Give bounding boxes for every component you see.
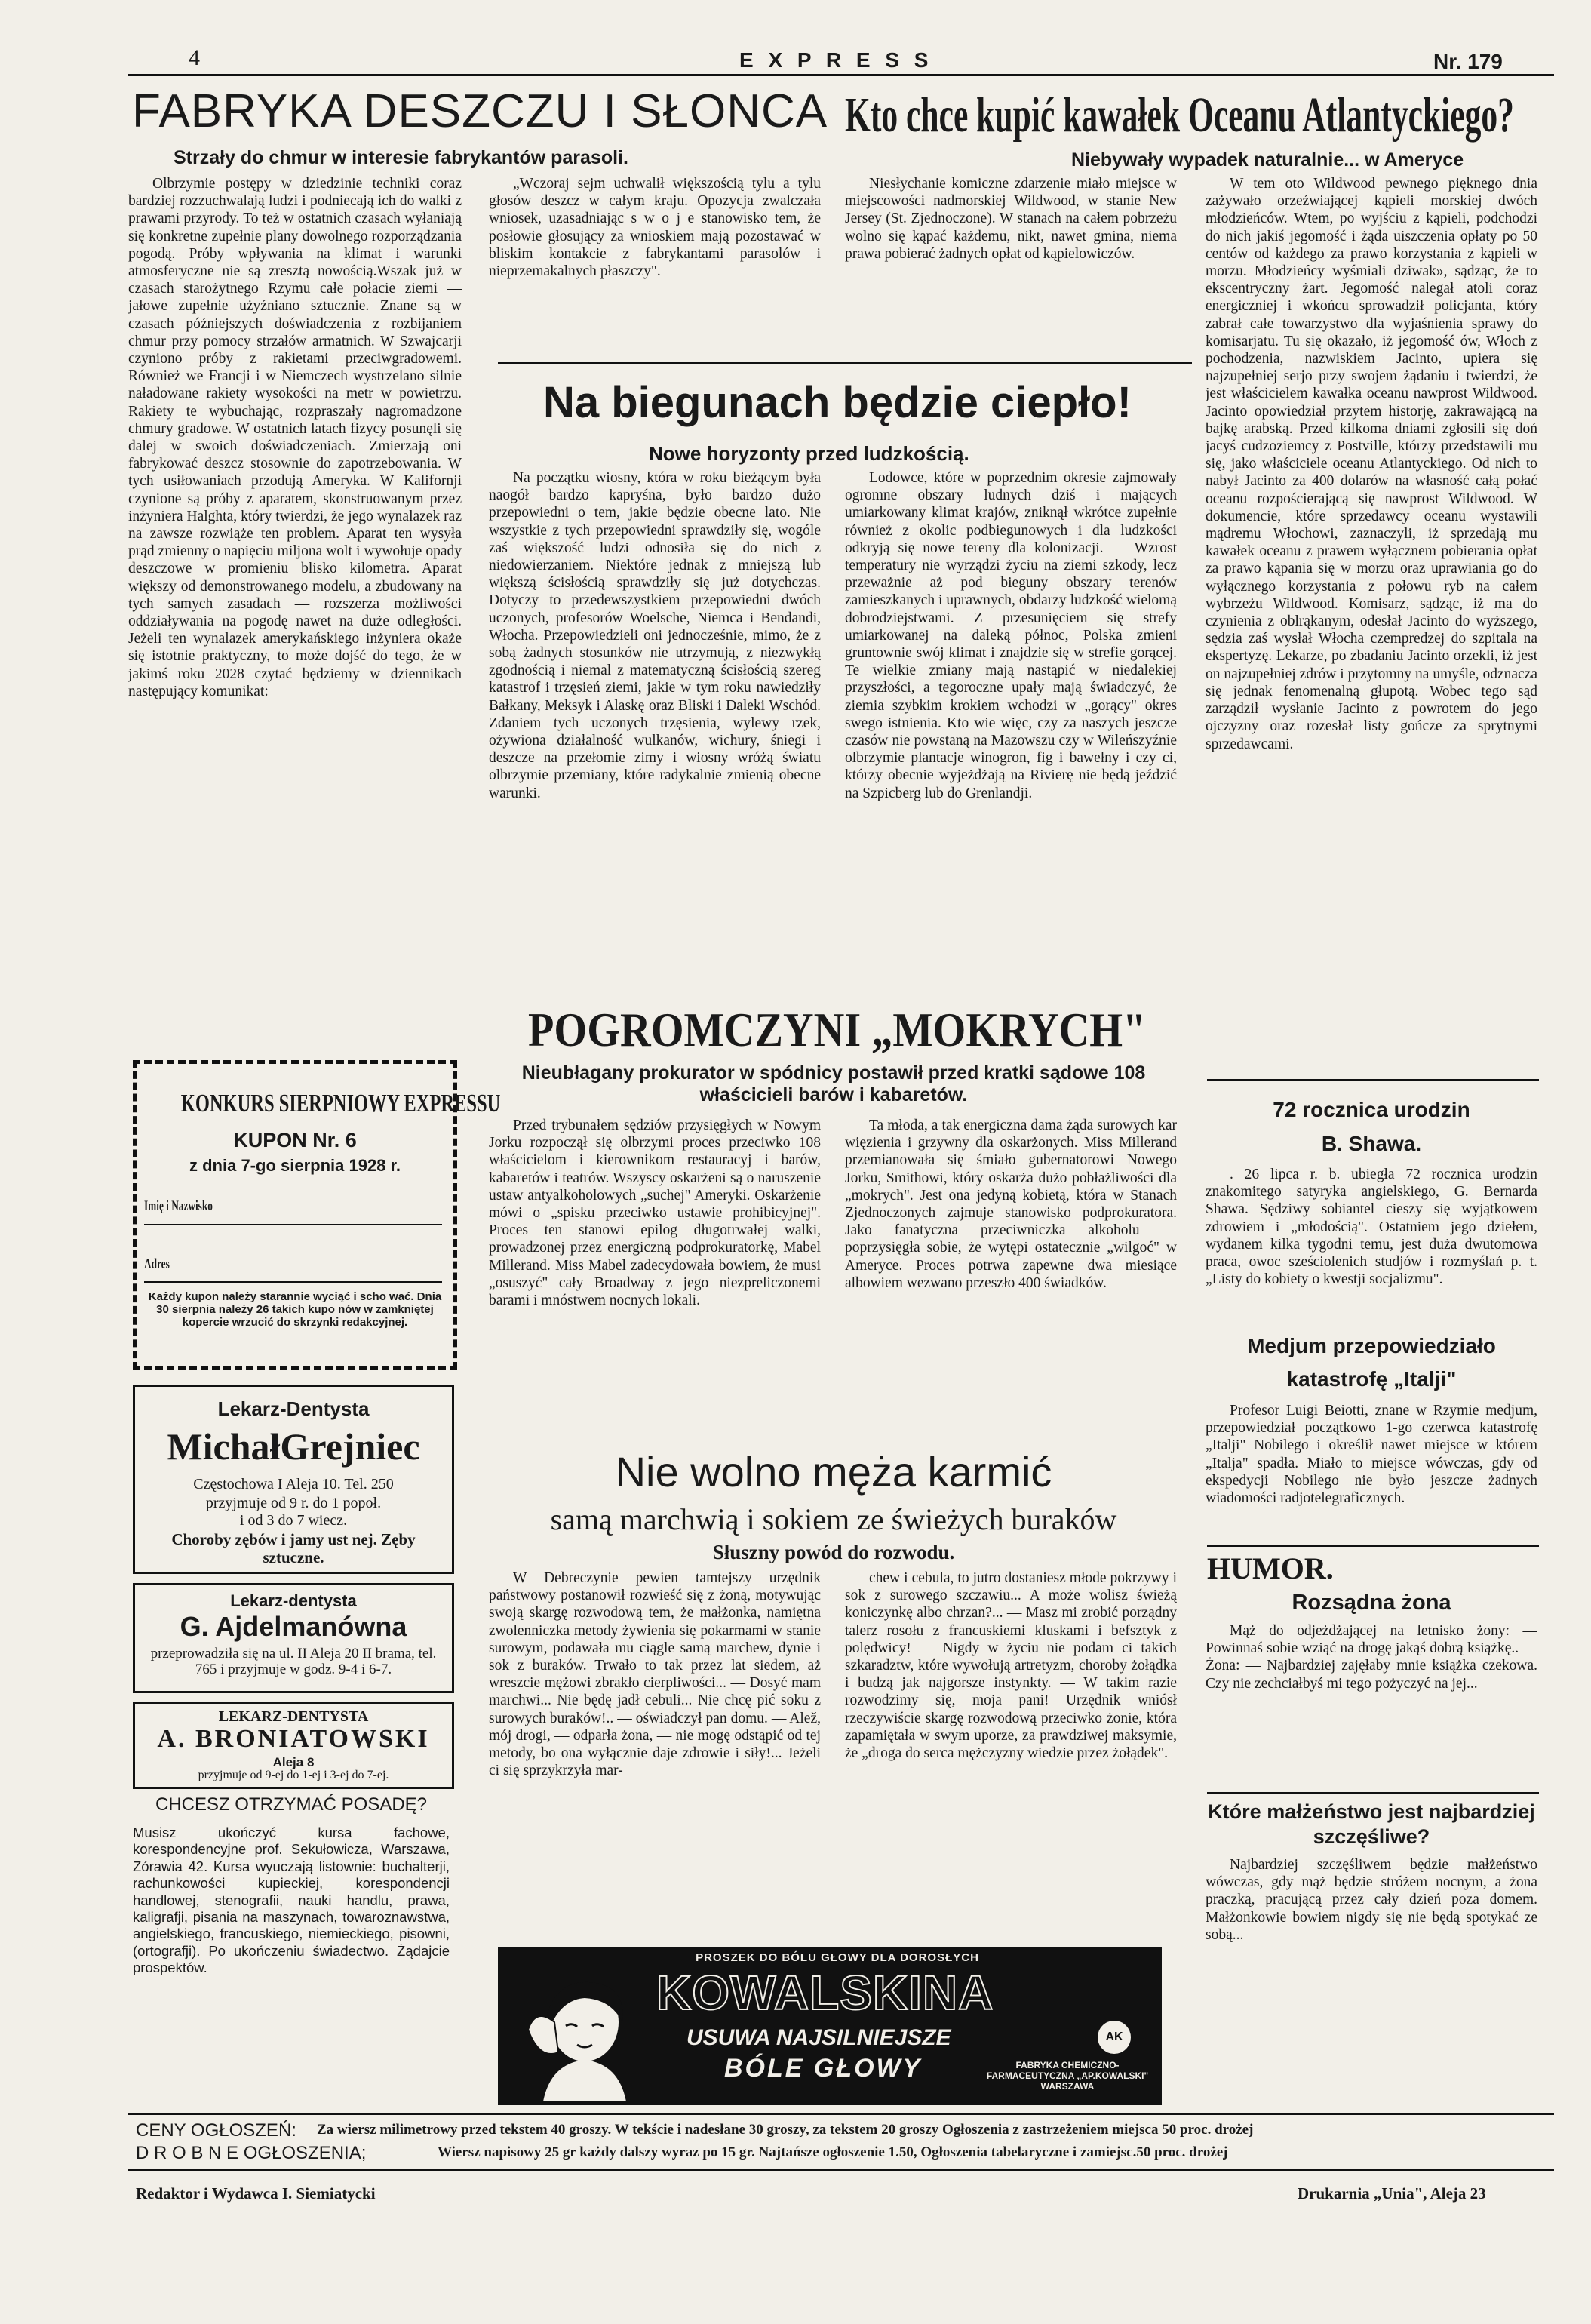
ajdelman-text: przeprowadziła się na ul. II Aleja 20 II brama, tel. 765 i przyjmuje w godz. 9-4 i 6-7. <box>150 1646 437 1677</box>
posada-title: CHCESZ OTRZYMAĆ POSADĘ? <box>155 1794 428 1815</box>
grejniec-header: Lekarz-Dentysta <box>217 1397 370 1420</box>
shaw-title: 72 rocznica urodzin <box>1273 1098 1470 1121</box>
grejniec-line1: Częstochowa I Aleja 10. Tel. 250 <box>193 1476 394 1492</box>
header-rule <box>128 74 1554 76</box>
maz-subtitle: Słuszny powód do rozwodu. <box>712 1541 955 1563</box>
kupon-note: Każdy kupon należy starannie wyciąć i scho wać. Dnia 30 sierpnia należy 26 takich kupo nów w zamkniętej kopercie wrzucić do skrzynki redakcyjnej. <box>148 1290 442 1329</box>
fabryka-col2-text: „Wczoraj sejm uchwalił większością tylu a tylu głosów deszcz w całym kraju. Opozycja zwalczała wniosek, uzasadniając s w o j e stanowisko tem, że posłowie głosujący za wnioskiem mają pozostawać w bliskim kontakcie z fabrykantami parasolów i nieprzemakalnych płaszczy". <box>489 176 821 280</box>
footer-rule-top <box>128 2113 1554 2115</box>
pogrom-title: POGROMCZYNI „MOKRYCH" <box>528 1003 1147 1056</box>
fabryka-col2 <box>489 175 821 349</box>
pogrom-colA <box>489 1117 821 1441</box>
shaw-text: . 26 lipca r. b. ubiegła 72 rocznica urodzin znakomitego satyryka angielskiego, G. Bernarda Shawa. Sędziwy sobiantel cieszy się wyjątkowem zdrowiem i „młodością". Ostatniem jego dziełem, wydanem kilka tygodni temu, jest duża dwutomowa praca, owoc sześciolenich studjów i rozmyślań p. t. „Listy do kobiety o kwestji socjalizmu". <box>1206 1167 1537 1288</box>
woman-illustration <box>513 1969 649 2101</box>
humor-col <box>1206 1622 1537 1796</box>
kupon-field2-line <box>144 1281 442 1283</box>
drobne-label: D R O B N E OGŁOSZENIA; <box>136 2143 367 2163</box>
kowalskina-line1: USUWA NAJSILNIEJSZE <box>686 2025 951 2050</box>
medjum-title2: katastrofę „Italji" <box>1286 1367 1457 1391</box>
ceny-text: Za wiersz milimetrowy przed tekstem 40 groszy. W tekście i nadesłane 30 groszy, za tekstem 20 groszy Ogłoszenia z zastrzeżeniem miejsca 50 proc. drożej <box>317 2122 1254 2138</box>
page-number: 4 <box>189 45 200 70</box>
pogrom-subtitle: Nieubłagany prokurator w spódnicy postawił przed kratki sądowe 108 właścicieli barów i kabaretów. <box>521 1062 1146 1105</box>
posada-text: Musisz ukończyć kursa fachowe, korespondencyjne prof. Sekułowicza, Warszawa, Zórawia 42. Kursa wyuczają listownie: buchalterji, rachunkowości kupieckiej, korespondencji handlowej, stenografii, nauki handlu, prawa, kaligrafji, pisania na maszynach, towaroznawstwa, angielskiego, francuskiego, niemieckiego, pisowni, (ortografji). Po ukończeniu świadectwo. Żądajcie prospektów. <box>133 1824 450 1976</box>
footer-editor: Redaktor i Wydawca I. Siemiatycki <box>136 2184 376 2203</box>
biegun-colB <box>845 469 1177 990</box>
maz-colA <box>489 1569 821 1947</box>
humor-text: Mąż do odjeżdżającej na letnisko żony: — Powinnaś sobie wziąć na drogę jakąś dobrą książkę.. — Żona: — Najbardziej zajęłaby mnie książka czekowa. Czy nie zechciałbyś mi tego pożyczyć na jej... <box>1206 1623 1537 1692</box>
grejniec-line2: przyjmuje od 9 r. do 1 popoł. <box>205 1495 382 1511</box>
ocean-subtitle: Niebywały wypadek naturalnie... w Ameryce <box>1071 149 1464 171</box>
grejniec-name: MichałGrejniec <box>167 1425 420 1468</box>
fabryka-subtitle: Strzały do chmur w interesie fabrykantów parasoli. <box>174 147 628 168</box>
posada-col <box>133 1824 450 2028</box>
medjum-col <box>1206 1402 1537 1542</box>
pogrom-colB-text: Ta młoda, a tak energiczna dama żąda surowych kar więzienia i grzywny dla oskarżonych. Miss Millerand przemianowała się śmiało gubernatorowi Nowego Jorku, Smithowi, który oskarża dużo pobłażliwości dla „mokrych". Jest ona jedyną kobietą, która w Stanach Zjednoczonych zajmuje stanowisko podprokuratora. Jako fanatyczna przeciwniczka alkoholu — poprzysięgła sobie, że wytępi ostatecznie „wilgoć" w Ameryce. Proces potrwa zapewne dwa miesiące albowiem wezwano przeszło 400 świadków. <box>845 1117 1177 1291</box>
biegun-colA-text: Na początku wiosny, która w roku bieżącym była naogół bardzo kapryśna, było bardzo dużo przepowiedni o tem, jakie będzie obecne lato. Nie wszystkie z tych przepowiedni sprawdziły się, wogóle zaś większość ludzi odnosiła się do nich z niedowierzaniem. Niektóre jednak z mniejszą lub większą ścisłością sprawdziły się już dotychczas. Dotyczy to przedewszystkiem przepowiedni dwóch uczonych, profesorów Woelsche, Niemca i Bendandi, Włocha. Przepowiedzieli oni jednocześnie, mimo, że z sobą żadnych stosunków nie utrzymują, z niezwykłą zgodnością i niemal z matematyczną ścisłością szereg katastrof i trzęsień ziemi, jakie w tym roku nawiedziły Bałkany, Meksyk i Alaskę oraz Bliski i Daleki Wschód. Zdaniem tych uczonych trzęsienia, wylewy rzek, ożywiona działalność wulkanów, wichury, śniegi i deszcze na przełomie zimy i wiosny wróżą światu olbrzymie przemiany, które radykalnie zmienią obecne warunki. <box>489 470 821 801</box>
malzenstwo-col <box>1206 1856 1537 1969</box>
ajdelman-box <box>133 1583 454 1693</box>
malzenstwo-text: Najbardziej szczęśliwem będzie małżeństwo wówczas, gdy mąż będzie stróżem nocnym, a żona praczką, pracującą przez cały dzień poza domem. Małżonkowie bowiem nigdy się nie będą spotykać ze sobą... <box>1206 1857 1537 1943</box>
shaw-title2: B. Shawa. <box>1321 1132 1422 1155</box>
grejniec-box <box>133 1385 454 1574</box>
kowalskina-ad <box>498 1947 1162 2105</box>
kowalskina-name: KOWALSKINA <box>656 1966 994 2020</box>
ocean-title: Kto chce kupić kawałek Oceanu Atlantyckiego? <box>845 88 1514 143</box>
broniatowski-line2: przyjmuje od 9-ej do 1-ej i 3-ej do 7-ej. <box>198 1769 389 1781</box>
drobne-text: Wiersz napisowy 25 gr każdy dalszy wyraz po 15 gr. Najtańsze ogłoszenie 1.50, Ogłoszenia tabelaryczne i zamiejsc.50 proc. drożej <box>438 2144 1228 2160</box>
biegun-colA <box>489 469 821 990</box>
rule-shaw <box>1207 1079 1539 1081</box>
fabryka-title: FABRYKA DESZCZU I SŁONCA <box>132 85 828 137</box>
grejniec-line3: i od 3 do 7 wiecz. <box>239 1512 348 1529</box>
footer-rule-bottom <box>128 2169 1554 2171</box>
kupon-field2: Adres <box>144 1256 170 1272</box>
broniatowski-header: LEKARZ-DENTYSTA <box>218 1708 369 1725</box>
rule-biegun <box>498 362 1192 364</box>
rule-malzenstwo <box>1207 1792 1539 1794</box>
ajdelman-name: G. Ajdelmanówna <box>180 1611 407 1642</box>
masthead: E X P R E S S <box>739 48 933 72</box>
pogrom-colA-text: Przed trybunałem sędziów przysięgłych w Nowym Jorku rozpoczął się olbrzymi proces przeciwko 108 właścicielom i kierownikom restauracyj i barów, kabaretów i teatrów. Wszyscy oskarżeni są o naruszenie ustaw antyalkoholowych „suchej" Ameryki. Oskarżenie mówi o „spisku przeciwko ustawie prohibicyjnej". Proces ten stanowi epilog długotrwałej walki, prowadzonej przez energiczną podprokuratorkę, Mabel Millerand. Miss Mabel zadecydowała bowiem, że musi „osuszyć" cały Broadway z jego niezpreliczonemi barami i mnóstwem nocnych lokali. <box>489 1117 821 1309</box>
footer-printer: Drukarnia „Unia", Aleja 23 <box>1298 2184 1486 2203</box>
biegun-title: Na biegunach będzie ciepło! <box>543 378 1132 427</box>
medjum-title: Medjum przepowiedziało <box>1247 1334 1496 1357</box>
grejniec-line4: Choroby zębów i jamy ust nej. Zęby sztuczne. <box>171 1530 416 1566</box>
biegun-colB-text: Lodowce, które w poprzednim okresie zajmowały ogromne obszary ludnych dziś i mających umiarkowany klimat krajów, zniknął wkrótce zupełnie również z okolic podbiegunowych i dla ludzkości odkryją się nowe tereny dla kolonizacji. — Wzrost temperatury nie wyrządzi życiu na ziemi szkody, lecz przeważnie aż pod bieguny obszary terenów zamieszkanych i uprawnych, obdarzy ludzkość wielomą dobrodziejstwami. Z przesunięciem się strefy umiarkowanej na daleką północ, Polska zmieni gruntownie swój klimat i znajdzie się w strefie gorącej. Te wielkie zmiany mają nastąpić w niedalekiej przyszłości, a tegoroczne upały mają świadczyć, że ziemia szybkim krokiem wchodzi w „gorący" okres swego istnienia. Kto wie więc, czy za naszych jeszcze czasów nie powstaną na Mazowszu czy w Wileńszyźnie olbrzymie plantacje winogron, fig i bawełny i czy ci, którzy obecnie wyjeżdżają na Rivierę nie będą jeździć na Szpicberg lub do Grenlandji. <box>845 470 1177 801</box>
ocean-col3-text: Niesłychanie komiczne zdarzenie miało miejsce w miejscowości nadmorskiej Wildwood, w stanie New Jersey (St. Zjednoczone). W stanach na całem pobrzeżu wolno się kąpać każdemu, nikt, nawet gmina, niema prawa pobierać żadnych opłat od kąpielowiczów. <box>845 176 1177 262</box>
kowalskina-badge: AK <box>1098 2021 1131 2054</box>
ocean-col3 <box>845 175 1177 349</box>
maz-title: Nie wolno męża karmić <box>615 1448 1052 1496</box>
maz-title2: samą marchwią i sokiem ze świeżych buraków <box>550 1502 1117 1536</box>
ocean-col4-text: W tem oto Wildwood pewnego pięknego dnia zażywało orzeźwiającej kąpieli morskiej dwóch młodzieńców. Wtem, po wyjściu z kąpieli, podchodzi do nich jakiś jegomość i żąda uiszczenia opłaty po 50 centów od każdego za prawo korzystania z kąpieli w morzu. Młodzieńcy wyśmiali dziwak», sądząc, że to ekscentryczny żart. Jegomość nalegał atoli coraz energiczniej i wkońcu sprowadził policjanta, który zabrał całe towarzystwo dla wyjaśnienia sprawy do komisarjatu. Tu się okazało, iż jegomość ów, Włoch z pochodzenia, nazwiskiem Jacinto, upiera się najzupełniej serjo przy swojem żądaniu i twierdzi, że jest właścicielem kawałka oceanu nawprost Wildwood. Jacinto opowiedział przytem historję, zakrawającą na bajkę arabską. Przed kilkoma dniami zgłosili się doń jacyś cudzoziemcy z Postville, którzy przedstawili mu się, jako właściciele oceanu Atlantyckiego. Od nich to nabył Jacinto za 400 dolarów na własność całą połać oceanu rozpościerającą się nawprost Wildwood. W dokumencie, które sprzedawcy oceanu wystawili mądremu Włochowi, zaznaczyli, iż sprzedają mu kawałek oceanu z prawem wyłącznem pobierania opłat za prawo kąpania się w morzu oraz uprawiania go do wyłącznego korzystania z połowu ryb na całem wybrzeżu Wildwood. Komisarz, sądząc, iż ma do czynienia z oblrąkanym, odesłał Jacinto do wyższego, sędzia zaś wysłał Włocha czempredzej do szpitala na ekspertyzę. Lekarze, po zbadaniu Jacinto orzekli, iż jest on najzupełniej zdrów i przytomny na umyśle, odznacza się jednak fenomenalną głupotą. Wobec tego sąd zarządził wysłanie Jacinto z powrotem do jego ojczyzny oraz rozesłał listy gończe za sprytnymi sprzedawcami. <box>1206 176 1537 752</box>
maz-colB <box>845 1569 1177 1947</box>
kowalskina-maker: FABRYKA CHEMICZNO-FARMACEUTYCZNA „AP.KOWALSKI" WARSZAWA <box>986 2060 1149 2092</box>
maz-colB-text: chew i cebula, to jutro dostaniesz młode pokrzywy i sok z surowego szczawiu... A może wolisz świeżą koniczynkę albo chrzan?... — Masz mi zrobić porządny talerz rosołu z francuskiemi kluskami i befsztyk z polędwicy! — Nigdy w życiu nie podam ci takich szkaradztw, które wywołują artretyzm, choroby żołądka i budzą jak najgorsze instynkty. — W takim razie rozwodzimy się, moja pani! Urzędnik wniósł rzeczywiście skargę rozwodową przeciwko żonie, która zapamiętała w swym uporze, za prawdziwej maksymie, że „droga do serca mężczyzny wiedzie przez żołądek". <box>845 1570 1177 1762</box>
ajdelman-header: Lekarz-dentysta <box>230 1591 357 1610</box>
malzenstwo-title: Które małżeństwo jest najbardziej szczęśliwe? <box>1208 1800 1535 1848</box>
kupon-line2: z dnia 7-go sierpnia 1928 r. <box>189 1156 401 1175</box>
broniatowski-box <box>133 1702 454 1789</box>
broniatowski-line1: Aleja 8 <box>272 1755 315 1769</box>
medjum-text: Profesor Luigi Beiotti, znane w Rzymie medjum, przepowiedział początkowo 1-go czerwca katastrofę „Italji" Nobilego i określił nawet miejsce w którem „Italja" spadła. Miało to miejsce wówczas, gdy od ekspedycji Nobilego nie było jeszcze żadnych wiadomości radjotelegraficznych. <box>1206 1403 1537 1507</box>
biegun-subtitle: Nowe horyzonty przed ludzkością. <box>649 442 969 465</box>
kupon-box <box>133 1060 501 1370</box>
kupon-field1-line <box>144 1224 442 1225</box>
humor-title: Rozsądna żona <box>1292 1591 1451 1615</box>
maz-colA-text: W Debreczynie pewien tamtejszy urzędnik państwowy postanowił rozwieść się z żoną, motywując swoją skargę rozwodową tem, że małżonka, namiętna zwolenniczka metody żywienia się pokarmami w stanie surowym, podawała mu ciągle samą marchew, dynie i sok z buraków. Trwało to tak przez lat siedem, aż wreszcie mężowi zbrakło cierpliwości... — Dosyć mam marchwi... Nie będę jadł cebuli... Nie chcę pić soku z surowych buraków!.. — oświadczył pan domu. — Alež, mój drogi, — odparła żona, — nie mogę odstąpić od tej metody, bo ona wyłącznie daje zdrowie i siły!... Jeżeli ci się sprzykrzyła mar- <box>489 1570 821 1779</box>
kupon-line1: KUPON Nr. 6 <box>233 1129 357 1151</box>
kupon-title: KONKURS SIERPNIOWY EXPRESSU <box>180 1090 501 1117</box>
kupon-field1: Imię i Nazwisko <box>144 1198 213 1214</box>
ceny-label: CENY OGŁOSZEŃ: <box>136 2120 296 2141</box>
pogrom-colB <box>845 1117 1177 1441</box>
fabryka-col1 <box>128 175 462 1050</box>
kowalskina-line2: BÓLE GŁOWY <box>724 2054 923 2083</box>
kowalskina-top: PROSZEK DO BÓLU GŁOWY DLA DOROSŁYCH <box>696 1951 979 1964</box>
rule-humor <box>1207 1545 1539 1547</box>
broniatowski-name: A. BRONIATOWSKI <box>157 1725 430 1753</box>
humor-heading: HUMOR. <box>1207 1551 1334 1585</box>
ocean-col4 <box>1206 175 1537 1065</box>
shaw-col <box>1206 1166 1537 1324</box>
fabryka-col1-text: Olbrzymie postępy w dziedzinie techniki coraz bardziej rozzuchwalają ludzi i podniecają ich do walki z prawami przyrody. To też w ostatnich czasach wyłaniają się konkretne zupełnie plany dowolnego rozporządzania pogodą. Próby wpływania na klimat i warunki atmosferyczne nie są zresztą nowością.Wszak już w czasach starożytnego Rzymu całe połacie ziemi — jałowe zupełnie użyźniano sztucznie. Znane są w czasach późniejszych doświadczenia z rozbijaniem chmur przy pomocy strzałów armatnich. W Szwajcarji czyniono próby z rakietami przeciwgradowemi. Również we Francji i w Niemczech wystrzelano silnie naładowane rakiety wysokości na metr w powietrzu. Rakiety te wybuchając, rozpraszały nagromadzone chmury gradowe. W ostatnich latach fizycy posunęli się dalej w swoich doświadczeniach. Zmierzają oni fabrykować deszcz stosownie do zapotrzebowania. W tych usiłowaniach przodują Ameryka. W Kalifornji czynione są próby z aparatem, skonstruowanym przez inżyniera Halghta, który twierdzi, że jego wynalazek raz na zawsze rozwiąże ten problem. Aparat ten wysyła prąd zmienny o napięciu miljona wolt i wywołuje opady deszczowe w promieniu blisko kilometra. Aparat większy od demonstrowanego modelu, a zbudowany na tych samych zasadach — rozszerza możliwości oddziaływania na pogodę nawet na duże odległości. Jeżeli ten wynalazek amerykańskiego inżyniera okaże się istotnie praktyczny, to może dojść do tego, że w jakimś roku 2028 czytać będziemy w dziennikach następujący komunikat: <box>128 176 462 699</box>
issue-number: Nr. 179 <box>1433 50 1503 73</box>
